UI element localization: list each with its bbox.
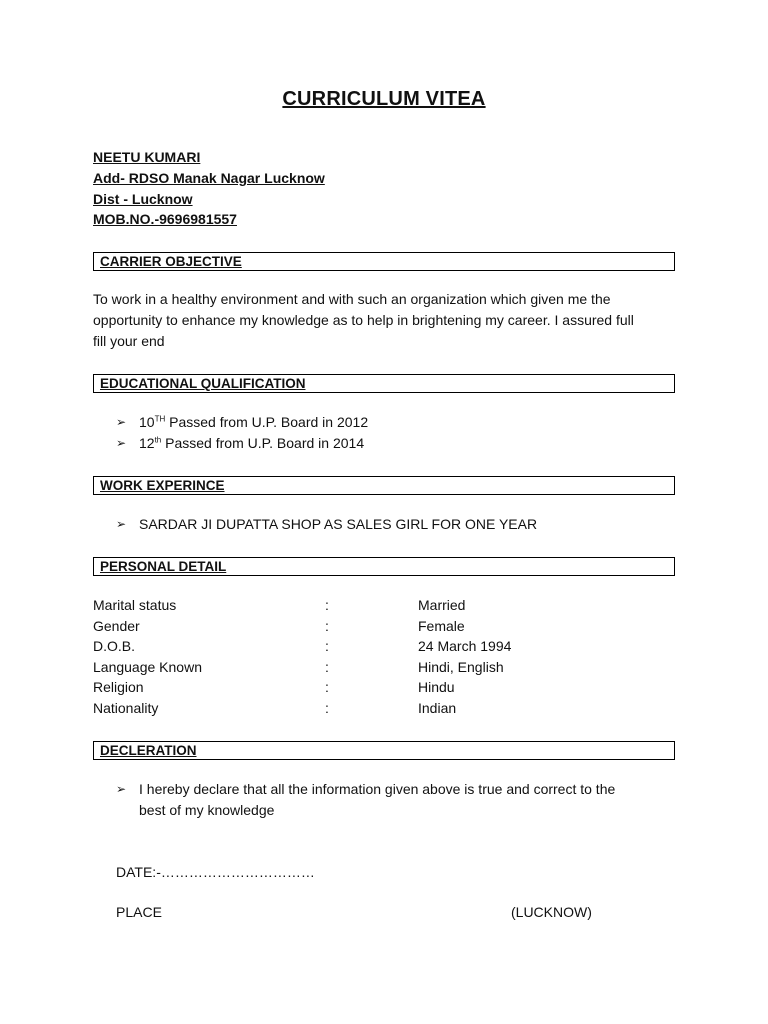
education-item: 10TH Passed from U.P. Board in 2012	[139, 414, 369, 430]
objective-line: To work in a healthy environment and with such an organization which given me the	[93, 291, 611, 307]
place-value: (LUCKNOW)	[511, 904, 592, 920]
arrowhead-bullet-icon: ➢	[116, 782, 127, 796]
detail-value: 24 March 1994	[418, 638, 512, 654]
table-row	[93, 595, 693, 616]
detail-separator: :	[325, 679, 329, 695]
detail-value: Hindu	[418, 679, 455, 695]
table-row	[93, 657, 693, 678]
section-declaration	[93, 741, 675, 760]
table-row	[93, 677, 693, 698]
section-personal	[93, 557, 675, 576]
table-row	[93, 616, 693, 637]
detail-label: Gender	[93, 617, 140, 634]
education-item: 12th Passed from U.P. Board in 2014	[139, 435, 365, 451]
table-row	[93, 698, 693, 719]
section-heading: CARRIER OBJECTIVE	[100, 254, 242, 269]
detail-separator: :	[325, 597, 329, 613]
section-education	[93, 374, 675, 393]
detail-separator: :	[325, 699, 329, 716]
declaration-line: I hereby declare that all the information given above is true and correct to the	[139, 781, 616, 797]
detail-label: Religion	[93, 679, 144, 695]
arrowhead-bullet-icon: ➢	[116, 517, 127, 531]
detail-label: Language Known	[93, 658, 202, 675]
page-title: CURRICULUM VITEA	[282, 88, 486, 110]
detail-value: Hindi, English	[418, 658, 504, 675]
detail-separator: :	[325, 617, 329, 634]
detail-label: Marital status	[93, 597, 177, 613]
section-heading: PERSONAL DETAIL	[100, 559, 227, 574]
detail-separator: :	[325, 658, 329, 675]
objective-text	[93, 289, 683, 352]
section-work	[93, 476, 675, 495]
section-heading: DECLERATION	[100, 743, 197, 758]
section-objective	[93, 252, 675, 271]
table-row	[93, 636, 693, 657]
contact-name: NEETU KUMARI	[93, 149, 201, 165]
contact-mobile: MOB.NO.-9696981557	[93, 211, 237, 227]
detail-value: Indian	[418, 699, 457, 716]
section-heading: WORK EXPERINCE	[100, 478, 225, 493]
contact-address: Add- RDSO Manak Nagar Lucknow	[93, 170, 325, 186]
section-heading: EDUCATIONAL QUALIFICATION	[100, 376, 306, 391]
declaration-text	[139, 779, 669, 821]
arrowhead-bullet-icon: ➢	[116, 415, 127, 429]
declaration-line: best of my knowledge	[139, 802, 275, 818]
arrowhead-bullet-icon: ➢	[116, 436, 127, 450]
detail-value: Female	[418, 617, 465, 634]
detail-value: Married	[418, 597, 466, 613]
detail-separator: :	[325, 638, 329, 654]
date-line: DATE:-……………………………	[116, 864, 315, 880]
detail-label: Nationality	[93, 699, 159, 716]
objective-line: fill your end	[93, 333, 165, 349]
detail-label: D.O.B.	[93, 638, 136, 654]
place-label: PLACE	[116, 904, 162, 920]
objective-line: opportunity to enhance my knowledge as to help in brightening my career. I assured full	[93, 312, 634, 328]
work-item: SARDAR JI DUPATTA SHOP AS SALES GIRL FOR ONE YEAR	[139, 516, 538, 532]
contact-district: Dist - Lucknow	[93, 191, 193, 207]
